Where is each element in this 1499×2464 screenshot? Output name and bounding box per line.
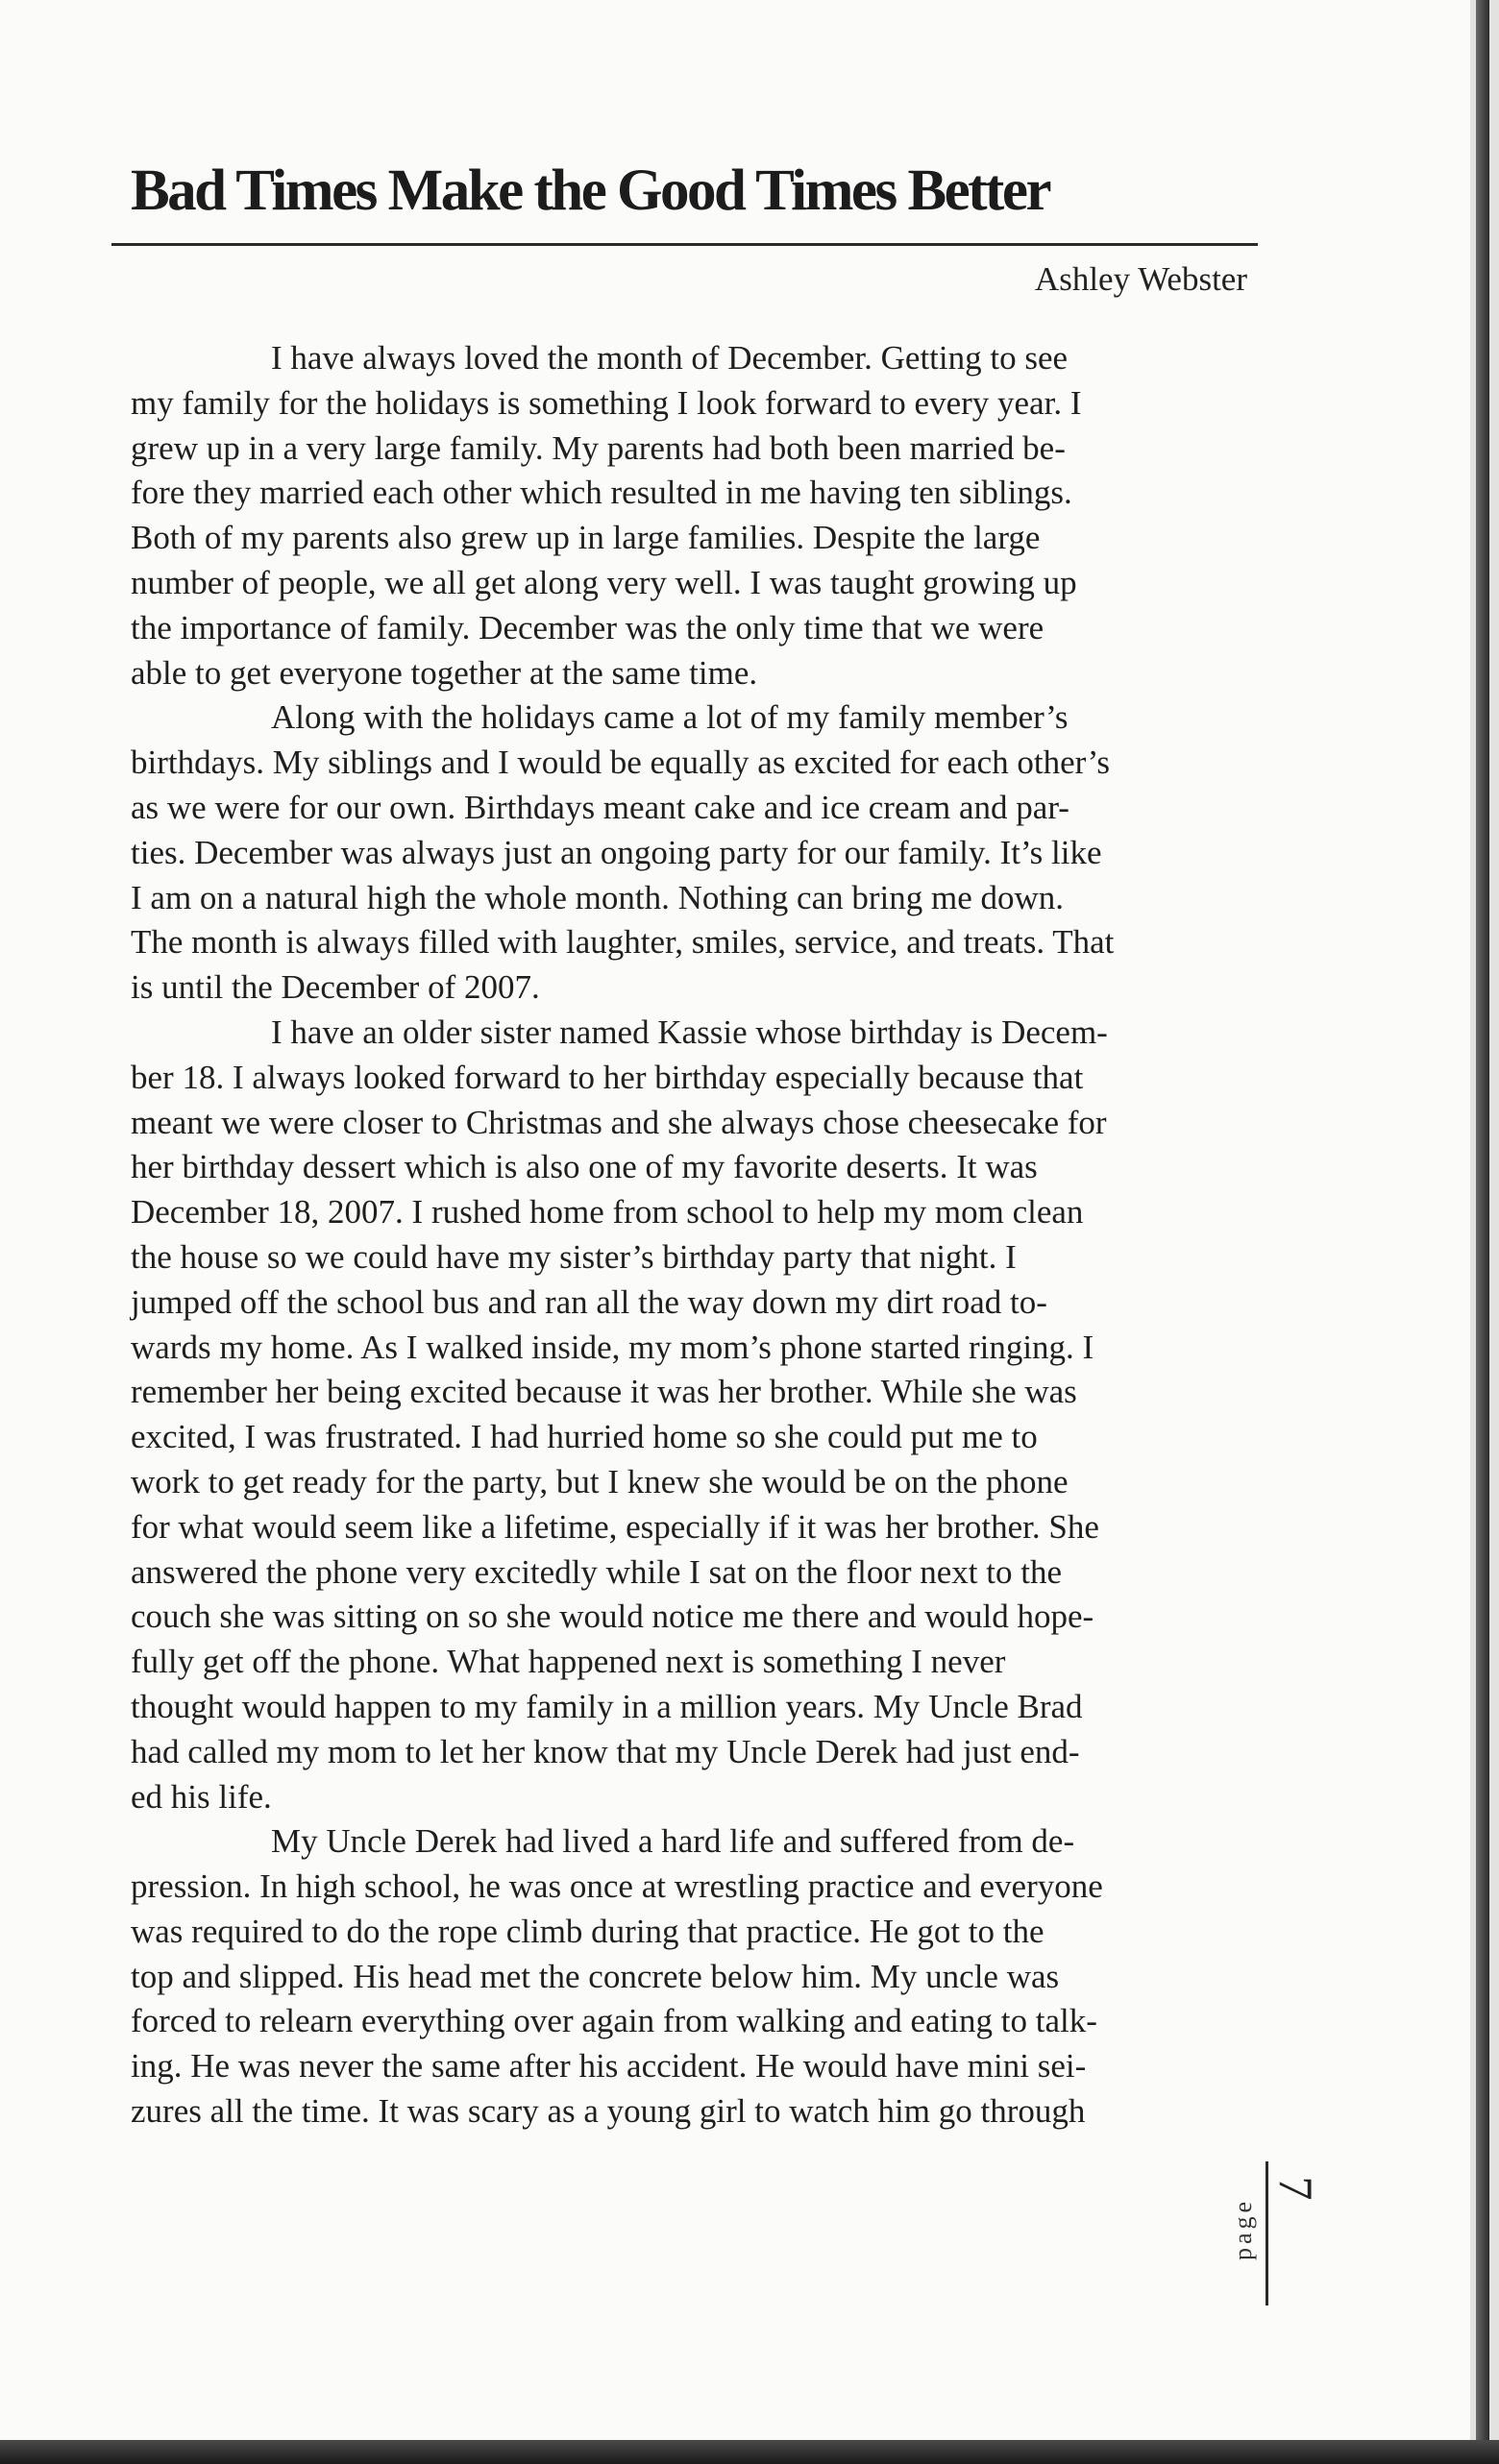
author-name: Ashley Webster xyxy=(1034,260,1247,298)
page-title: Bad Times Make the Good Times Better xyxy=(131,159,1050,223)
text-line: grew up in a very large family. My parents had both been married be- xyxy=(131,428,1066,467)
article-body xyxy=(131,336,1249,2135)
text-line: zures all the time. It was scary as a young girl to watch him go through xyxy=(131,2092,1086,2131)
text-line: remember her being excited because it was her brother. While she was xyxy=(131,1373,1077,1411)
text-line: pression. In high school, he was once at wrestling practice and everyone xyxy=(131,1867,1103,1906)
text-line: is until the December of 2007. xyxy=(131,968,540,1007)
text-line: My Uncle Derek had lived a hard life and suffered from de- xyxy=(271,1822,1075,1861)
folio-divider xyxy=(1266,2161,1268,2305)
text-line: my family for the holidays is something I look forward to every year. I xyxy=(131,383,1082,422)
text-line: I have an older sister named Kassie whose birthday is Decem- xyxy=(271,1012,1108,1051)
text-line: thought would happen to my family in a million years. My Uncle Brad xyxy=(131,1687,1083,1725)
title-divider xyxy=(111,243,1258,246)
text-line: was required to do the rope climb during that practice. He got to the xyxy=(131,1912,1044,1950)
page-edge-right xyxy=(1476,0,1489,2464)
text-line: I am on a natural high the whole month. Nothing can bring me down. xyxy=(131,878,1065,916)
text-line: the importance of family. December was the only time that we were xyxy=(131,608,1044,646)
text-line: The month is always filled with laughter, smiles, service, and treats. That xyxy=(131,923,1115,962)
text-line: December 18, 2007. I rushed home from school to help my mom clean xyxy=(131,1193,1084,1232)
text-line: Along with the holidays came a lot of my family member’s xyxy=(271,698,1069,737)
text-line: ties. December was always just an ongoing party for our family. It’s like xyxy=(131,833,1102,871)
text-line: wards my home. As I walked inside, my mom’s phone started ringing. I xyxy=(131,1328,1094,1366)
text-line: meant we were closer to Christmas and she always chose cheesecake for xyxy=(131,1103,1107,1141)
text-line: had called my mom to let her know that my Uncle Derek had just end- xyxy=(131,1732,1080,1770)
page-edge-bottom xyxy=(0,2440,1499,2464)
text-line: Both of my parents also grew up in large families. Despite the large xyxy=(131,519,1041,557)
text-line: jumped off the school bus and ran all the way down my dirt road to- xyxy=(131,1282,1047,1321)
text-line: work to get ready for the party, but I knew she would be on the phone xyxy=(131,1462,1069,1500)
text-line: number of people, we all get along very well. I was taught growing up xyxy=(131,563,1077,601)
text-line: excited, I was frustrated. I had hurried home so she could put me to xyxy=(131,1418,1038,1456)
text-line: top and slipped. His head met the concrete below him. My uncle was xyxy=(131,1957,1060,1995)
text-line: fully get off the phone. What happened next is something I never xyxy=(131,1643,1006,1681)
text-line: fore they married each other which resulted in me having ten siblings. xyxy=(131,474,1072,512)
text-line: for what would seem like a lifetime, especially if it was her brother. She xyxy=(131,1507,1099,1546)
page-number: 7 xyxy=(1269,2176,1323,2201)
text-line: ed his life. xyxy=(131,1777,272,1816)
text-line: as we were for our own. Birthdays meant cake and ice cream and par- xyxy=(131,788,1069,826)
text-line: couch she was sitting on so she would notice me there and would hope- xyxy=(131,1598,1094,1636)
text-line: I have always loved the month of December. Getting to see xyxy=(271,339,1069,377)
text-line: ing. He was never the same after his accident. He would have mini sei- xyxy=(131,2047,1087,2086)
page-label: page xyxy=(1229,2197,1257,2260)
text-line: answered the phone very excitedly while I sat on the floor next to the xyxy=(131,1552,1062,1591)
text-line: the house so we could have my sister’s birthday party that night. I xyxy=(131,1237,1017,1276)
text-line: ber 18. I always looked forward to her birthday especially because that xyxy=(131,1058,1084,1096)
text-line: forced to relearn everything over again from walking and eating to talk- xyxy=(131,2002,1097,2040)
text-line: able to get everyone together at the same time. xyxy=(131,653,758,692)
text-line: her birthday dessert which is also one of my favorite deserts. It was xyxy=(131,1148,1038,1186)
text-line: birthdays. My siblings and I would be equally as excited for each other’s xyxy=(131,744,1110,782)
